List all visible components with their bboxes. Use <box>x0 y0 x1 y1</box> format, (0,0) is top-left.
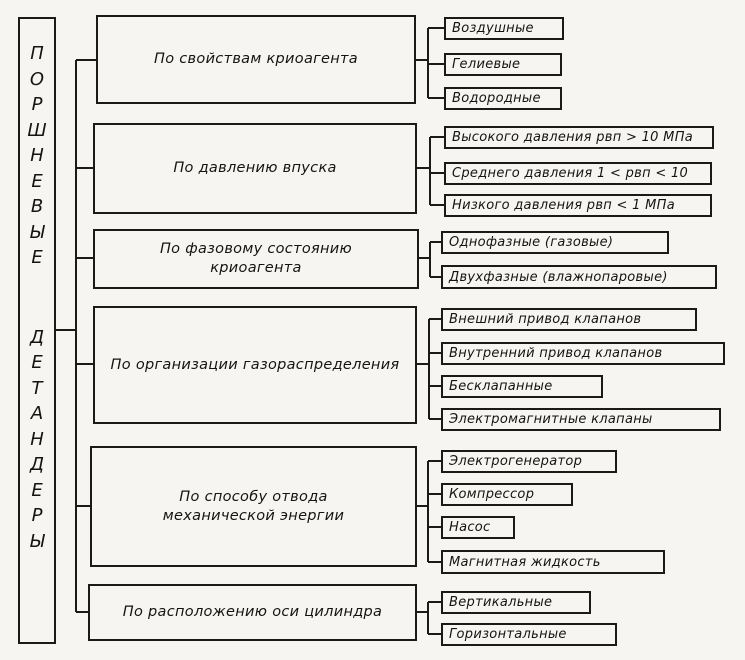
root-letter: Е <box>31 479 43 501</box>
root-letter: Н <box>30 428 44 450</box>
option-label: Бесклапанные <box>449 379 553 394</box>
option-label: Среднего давления 1 < pвп < 10 <box>452 166 689 181</box>
root-letter: Ы <box>29 221 45 243</box>
option-box <box>441 450 617 473</box>
root-letter: О <box>29 68 45 90</box>
root-letter: Н <box>30 145 44 166</box>
option-box <box>441 483 573 506</box>
root-letter: Е <box>31 170 43 192</box>
category-label: По давлению впуска <box>173 160 337 176</box>
option-box <box>444 53 562 76</box>
root-letter: Т <box>31 377 43 399</box>
option-label: Однофазные (газовые) <box>449 235 614 250</box>
category-box-cryoagent-properties <box>96 15 416 104</box>
root-letter: Р <box>31 94 43 115</box>
option-label: Внутренний привод клапанов <box>449 346 663 361</box>
option-box <box>441 516 515 539</box>
option-label: Магнитная жидкость <box>449 554 601 570</box>
option-box <box>441 375 603 398</box>
option-box <box>441 342 725 365</box>
option-label: Насос <box>449 520 491 535</box>
root-letter: Д <box>29 326 45 348</box>
option-label: Горизонтальные <box>449 627 567 642</box>
option-label: Воздушные <box>452 21 534 36</box>
category-label: По свойствам криоагента <box>154 51 358 67</box>
option-box <box>441 623 617 646</box>
root-letter: Е <box>31 352 43 373</box>
option-box <box>441 308 697 331</box>
root-letter: Е <box>31 247 43 268</box>
option-label: Водородные <box>452 91 541 106</box>
option-label: Вертикальные <box>449 595 553 610</box>
category-box-phase-state <box>93 229 419 289</box>
option-label: Электрогенератор <box>449 454 583 469</box>
option-label: Гелиевые <box>452 57 521 72</box>
option-box <box>441 408 721 431</box>
root-letter: Д <box>29 454 45 475</box>
category-box-energy-removal <box>90 446 417 567</box>
option-label: Высокого давления pвп > 10 МПа <box>452 130 694 145</box>
category-box-gas-distribution <box>93 306 417 424</box>
option-label: Низкого давления pвп < 1 МПа <box>452 198 676 213</box>
root-letter: А <box>30 403 44 424</box>
option-box <box>441 265 717 289</box>
root-letter: Ы <box>29 530 45 552</box>
root-letter: Р <box>31 505 43 526</box>
root-box-piston-expanders <box>18 17 56 644</box>
option-label: Внешний привод клапанов <box>449 312 642 327</box>
root-letter: Ш <box>27 119 47 141</box>
category-label: По расположению оси цилиндра <box>122 604 383 620</box>
option-box <box>444 162 712 185</box>
option-box <box>444 17 564 40</box>
option-box <box>444 87 562 110</box>
option-box <box>441 231 669 254</box>
category-label: По способу отвода механической энергии <box>162 488 345 524</box>
option-box <box>444 126 714 149</box>
option-box <box>441 550 665 574</box>
category-box-cylinder-axis <box>88 584 417 641</box>
category-label: По организации газораспределения <box>110 356 400 373</box>
root-letter: П <box>30 43 44 64</box>
option-label: Электромагнитные клапаны <box>449 412 653 427</box>
category-label: По фазовому состоянию криоагента <box>159 241 353 276</box>
option-label: Компрессор <box>449 487 535 502</box>
option-box <box>444 194 712 217</box>
root-letter: В <box>30 196 44 217</box>
option-box <box>441 591 591 614</box>
option-label: Двухфазные (влажнопаровые) <box>449 269 668 285</box>
category-box-inlet-pressure <box>93 123 417 214</box>
